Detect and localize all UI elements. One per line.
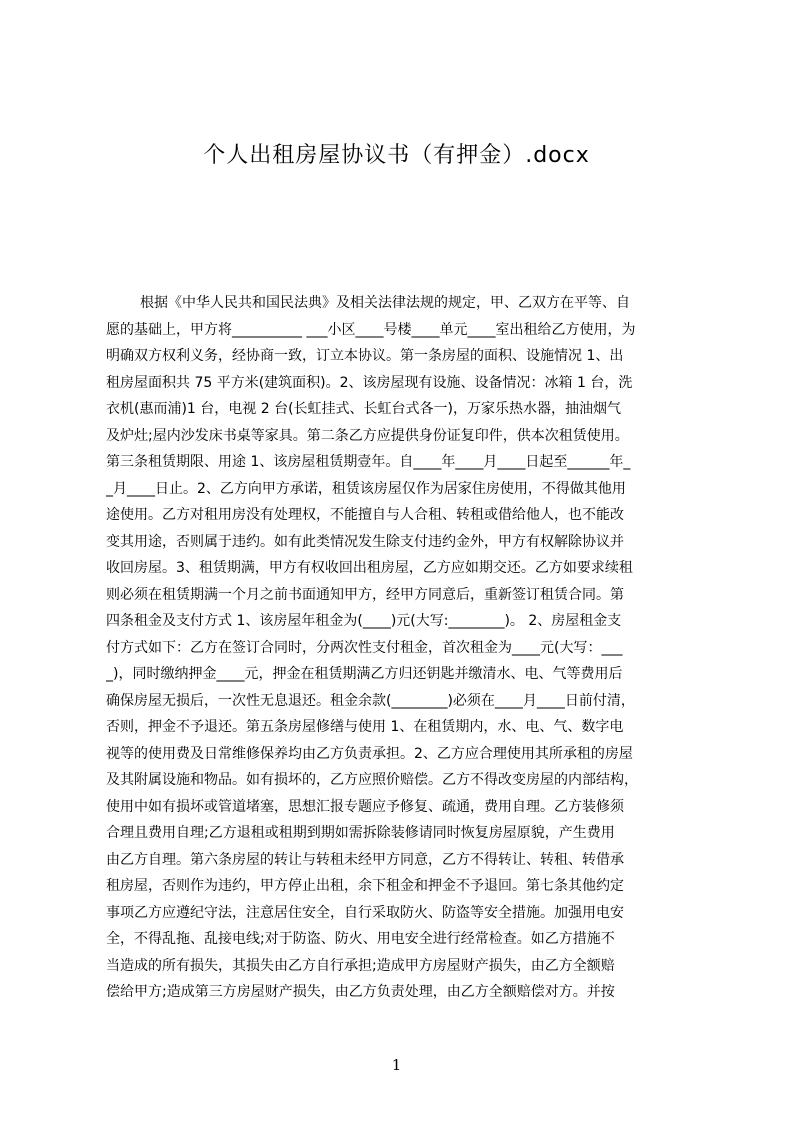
text-line: 合理且费用自理;乙方退租或租期到期如需拆除装修请同时恢复房屋原貌，产生费用 [106,825,615,841]
text-line: 愿的基础上，甲方将__________ ___小区____号楼____单元____室出租给乙方使用，为 [106,321,636,338]
text-line: 收回房屋。3、租赁期满，甲方有权收回出租房屋，乙方应如期交还。乙方如要求续租 [106,560,633,576]
text-line: 及炉灶;屋内沙发床书桌等家具。第二条乙方应提供身份证复印件，供本次租赁使用。 [106,427,629,444]
text-line: 使用中如有损坏或管道堵塞，思想汇报专题应予修复、疏通，费用自理。乙方装修须 [106,798,624,815]
text-line: 衣机(惠而浦)1 台，电视 2 台(长虹挂式、长虹台式各一)，万家乐热水器，抽油烟气 [106,401,622,417]
text-line: _)，同时缴纳押金____元，押金在租赁期满乙方归还钥匙并缴清水、电、气等费用后 [106,666,623,682]
text-line: 变其用途，否则属于违约。如有此类情况发生除支付违约金外，甲方有权解除协议并 [106,533,624,550]
text-line: 否则，押金不予退还。第五条房屋修缮与使用 1、在租赁期内，水、电、气、数字电 [106,719,624,735]
document-title: 个人出租房屋协议书（有押金）.docx [203,143,590,168]
text-line: 由乙方自理。第六条房屋的转让与转租未经甲方同意，乙方不得转让、转租、转借承 [106,851,624,868]
document-body [106,290,698,1010]
text-line: 及其附属设施和物品。如有损坏的，乙方应照价赔偿。乙方不得改变房屋的内部结构， [106,772,638,788]
text-line: 事项乙方应遵纪守法，注意居住安全，自行采取防火、防盗等安全措施。加强用电安 [106,904,624,921]
text-line: 明确双方权利义务，经协商一致，订立本协议。第一条房屋的面积、设施情况 1、出 [106,348,624,364]
text-line: 全，不得乱拖、乱接电线;对于防盗、防火、用电安全进行经常检查。如乙方措施不 [106,931,615,947]
page-number: 1 [391,1056,402,1074]
text-line: 视等的使用费及日常维修保养均由乙方负责承担。2、乙方应合理使用其所承租的房屋 [106,745,633,762]
text-line: 途使用。乙方对租用房没有处理权，不能擅自与人合租、转租或借给他人，也不能改 [106,507,624,523]
text-line: _月____日止。2、乙方向甲方承诺，租赁该房屋仅作为居家住房使用，不得做其他用 [106,480,626,497]
text-line: 第三条租赁期限、用途 1、该房屋租赁期壹年。自____年____月____日起至______年_ [106,454,631,470]
text-line: 四条租金及支付方式 1、该房屋年租金为(____)元(大写:________)。 2、房屋租金支 [106,613,622,629]
text-line: 确保房屋无损后，一次性无息退还。租金余款(________)必须在____月____日前付清， [106,692,635,709]
text-line: 根据《中华人民共和国民法典》及相关法律法规的规定，甲、乙双方在平等、自 [140,295,630,311]
text-line: 当造成的所有损失，其损失由乙方自行承担;造成甲方房屋财产损失，由乙方全额赔 [106,957,615,974]
text-line: 则必须在租赁期满一个月之前书面通知甲方，经甲方同意后，重新签订租赁合同。第 [106,586,624,603]
text-line: 付方式如下：乙方在签订合同时，分两次性支付租金，首次租金为____元(大写：___ [106,639,623,656]
text-line: 租房屋面积共 75 平方米(建筑面积)。2、该房屋现有设施、设备情况：冰箱 1 台，洗 [106,374,633,391]
text-line: 偿给甲方;造成第三方房屋财产损失，由乙方负责处理，由乙方全额赔偿对方。并按 [106,984,615,1000]
text-line: 租房屋，否则作为违约，甲方停止出租，余下租金和押金不予退回。第七条其他约定 [106,878,624,894]
